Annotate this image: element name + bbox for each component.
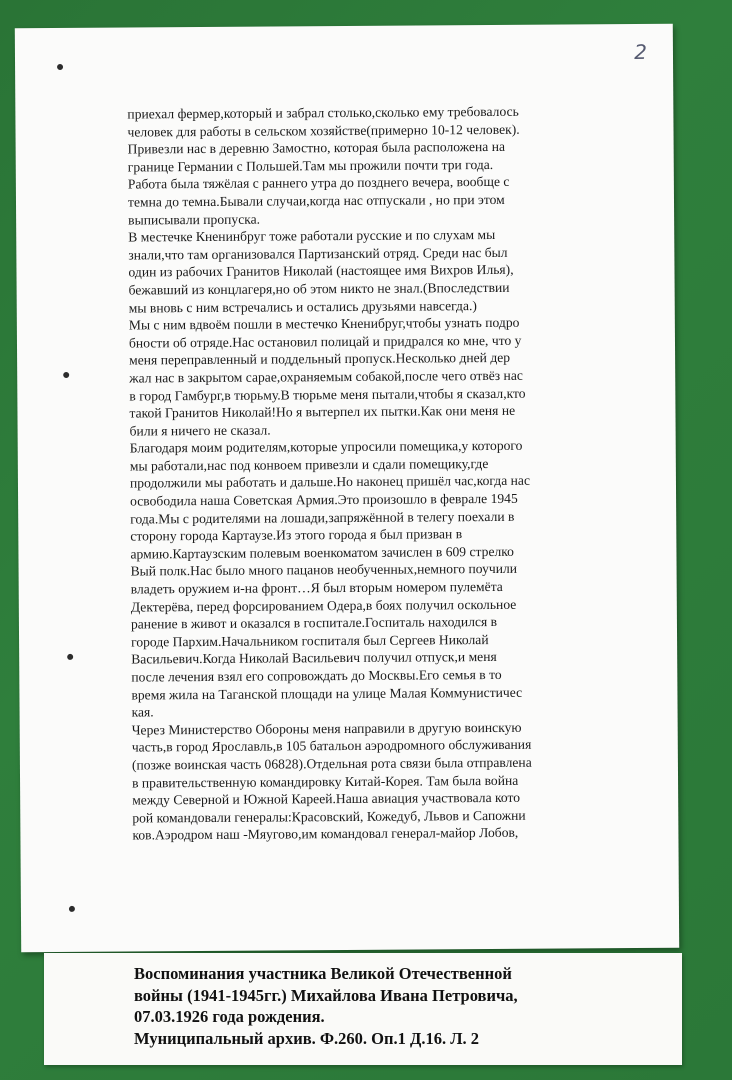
text-line: бежавший из концлагеря,но об этом никто не знал.(Впоследствии [128, 279, 510, 298]
text-line: мы работали,нас под конвоем привезли и сдали помещику,где [129, 455, 489, 474]
text-line: после лечения взял его сопровождать до Москвы.Его семья в то [131, 666, 502, 685]
archive-caption-label [44, 953, 682, 1065]
caption-line: Муниципальный архив. Ф.260. Оп.1 Д.16. Л. 2 [134, 1028, 480, 1048]
text-line: Вый полк.Нас было много пацанов необученных,немного поучили [130, 561, 518, 579]
text-line: рой командовали генералы:Красовский, Кожедуб, Львов и Сапожни [132, 807, 526, 826]
text-line: продолжили мы работать и дальше.Но наконец пришёл час,когда нас [129, 473, 531, 491]
caption-line: 07.03.1926 года рождения. [134, 1007, 325, 1026]
text-line: границе Германии с Польшей.Там мы прожили почти три года. [127, 156, 494, 175]
text-line: года.Мы с родителями на лошади,запряжённой в телегу поехали в [130, 508, 515, 527]
caption-text [134, 963, 674, 1049]
punch-hole-top [57, 64, 63, 70]
text-line: часть,в город Ярославль,в 105 батальон аэродромного обслуживания [131, 737, 532, 755]
punch-hole-lower-middle [67, 654, 73, 660]
text-line: жал нас в закрытом сарае,охраняемым собакой,после чего отвёз нас [129, 367, 523, 386]
text-line: армию.Картаузским полевым военкоматом зачислен в 609 стрелко [130, 543, 514, 562]
text-line: городе Пархим.Начальником госпиталя был Сергеев Николай [131, 631, 489, 650]
text-line: темна до темна.Бывали случаи,когда нас отпускали , но при этом [127, 191, 505, 210]
text-line: приехал фермер,который и забрал столько,сколько ему требовалось [127, 103, 519, 122]
text-line: ранение в живот и оказался в госпитале.Госпиталь находился в [130, 614, 498, 632]
page-number: 2 [634, 39, 648, 64]
text-line: такой Гранитов Николай!Но я вытерпел их пытки.Как они меня не [129, 402, 516, 421]
caption-line: Воспоминания участника Великой Отечественной [134, 964, 512, 983]
text-line: Дектерёва, перед форсированием Одера,в боях получил оскольное [130, 596, 517, 615]
text-line: В местечке Кненинбруг тоже работали русские и по слухам мы [128, 227, 496, 245]
text-line: время жила на Таганской площади на улице Малая Коммунистичес [131, 684, 523, 703]
text-line: знали,что там организовался Партизанский отряд. Среди нас был [128, 244, 508, 263]
text-line: сторону города Картаузе.Из этого города я был призван в [130, 526, 463, 544]
text-line: били я ничего не сказал. [129, 422, 271, 439]
text-line: Васильевич.Когда Николай Васильевич получил отпуск,и меня [131, 649, 497, 667]
text-line: в город Гамбург,в тюрьму.В тюрьме меня пытали,чтобы я сказал,кто [129, 385, 526, 404]
text-line: Мы с ним вдвоём пошли в местечко Кненибруг,чтобы узнать подро [128, 314, 520, 333]
text-line: один из рабочих Гранитов Николай (настоящее имя Вихров Илья), [128, 262, 514, 280]
text-line: кая. [131, 704, 154, 720]
text-line: освободила наша Советская Армия.Это произошло в феврале 1945 [130, 490, 518, 509]
text-line: Благодаря моим родителям,которые упросили помещика,у которого [129, 438, 523, 456]
text-line: в правительственную командировку Китай-Корея. Там была война [131, 772, 519, 791]
text-line: (позже воинская часть 06828).Отдельная рота связи была отправлена [131, 754, 532, 773]
text-line: мы вновь с ним встречались и остались друзьями навсегда.) [128, 297, 477, 316]
document-page [15, 24, 679, 953]
punch-hole-upper-middle [63, 372, 69, 378]
text-line: меня переправленный и поддельный пропуск.Несколько дней дер [129, 350, 511, 368]
punch-hole-bottom [69, 906, 75, 912]
text-line: ков.Аэродром наш -Мяугово,им командовал генерал-майор Лобов, [132, 825, 519, 843]
text-line: бности об отряде.Нас остановил полицай и придрался ко мне, что у [128, 332, 522, 351]
text-line: Через Министерство Обороны меня направили в другую воинскую [131, 719, 522, 738]
text-line: между Северной и Южной Кареей.Наша авиация участвовала кото [132, 789, 521, 808]
text-line: человек для работы в сельском хозяйстве(примерно 10-12 человек). [127, 121, 520, 140]
text-line: владеть оружием и-на фронт…Я был вторым номером пулемёта [130, 578, 503, 597]
memoir-text [127, 102, 602, 844]
caption-line: войны (1941-1945гг.) Михайлова Ивана Петровича, [134, 985, 518, 1005]
text-line: Работа была тяжёлая с раннего утра до позднего вечера, вообще с [127, 174, 510, 192]
text-line: выписывали пропуска. [128, 211, 261, 228]
text-line: Привезли нас в деревню Замостно, которая была расположена на [127, 139, 506, 157]
